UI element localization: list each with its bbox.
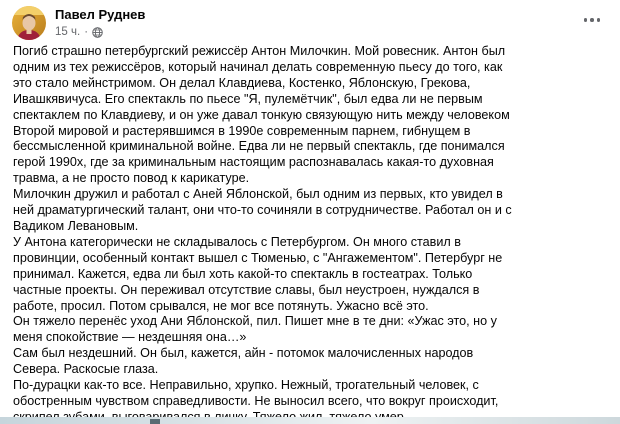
post-line: одним из тех режиссёров, который начинал делать современную пьесу до того, как (13, 59, 503, 74)
post-line: Сам был нездешний. Он был, кажется, айн - потомок малочисленных народов (13, 346, 474, 361)
post-line: Второй мировой и растерявшимся в 1990е современным парнем, гибнущем в (13, 123, 471, 138)
post-line: Севера. Раскосые глаза. (13, 362, 159, 377)
post-body (13, 44, 613, 424)
author-name[interactable]: Павел Руднев (55, 7, 146, 22)
post-line: герой 1990х, где за криминальным настоящим распознавалась какая-то духовная (13, 155, 494, 170)
post-line: Он тяжело перенёс уход Ани Яблонской, пил. Пишет мне в те дни: «Ужас это, но у (13, 314, 497, 329)
post-line: обостренным чувством справедливости. Не выносил всего, что вокруг происходит, (13, 393, 499, 408)
post-header (12, 6, 145, 40)
post-line: принимал. Кажется, едва ли был хоть какой-то спектакль в гостеатрах. Только (13, 266, 473, 281)
post-line: Милочкин дружил и работал с Аней Яблонской, был одним из первых, кто увидел в (13, 187, 503, 202)
post-line: Вадиком Левановым. (13, 218, 139, 233)
post-subline (55, 25, 145, 39)
post-timestamp[interactable]: 15 ч. (55, 26, 81, 38)
more-options-icon[interactable] (578, 12, 606, 28)
avatar-image (12, 6, 46, 40)
post-line: ней драматургический талант, они что-то сочиняли в сотрудничестве. Работал он и с (13, 203, 512, 218)
post-line: спектаклем по Клавдиеву, и он уже давал тонкую связующую нить между человеком (13, 107, 510, 122)
separator-dot: · (84, 26, 89, 38)
author-avatar[interactable] (12, 6, 46, 40)
post-meta (55, 7, 145, 39)
post-line: бессмысленной криминальной войне. Едва ли не первый спектакль, где понимался (13, 139, 505, 154)
globe-icon[interactable] (92, 27, 103, 38)
post-line: По-дурацки как-то все. Неправильно, хрупко. Нежный, трогательный человек, с (13, 378, 479, 393)
post-line: меня спокойствие — нездешняя она…» (13, 330, 247, 345)
post-line: работе, просил. Потом срывался, не мог все потянуть. Ужасно всё это. (13, 298, 429, 313)
post-line: травма, а не просто повод к карикатуре. (13, 171, 250, 186)
attached-photo-preview[interactable] (0, 417, 620, 424)
post-line: У Антона категорически не складывалось с Петербургом. Он много ставил в (13, 234, 461, 249)
photo-detail (150, 419, 160, 424)
post-line: провинции, особенный контакт вышел с Тюменью, с "Ангажементом". Петербург не (13, 250, 503, 265)
post-line: Погиб страшно петербургский режиссёр Антон Милочкин. Мой ровесник. Антон был (13, 44, 506, 58)
post-line: Ивашкявичуса. Его спектакль по пьесе "Я, пулемётчик", был едва ли не первым (13, 91, 483, 106)
post-line: это стало мейнстримом. Он делал Клавдиева, Костенко, Яблонскую, Грекова, (13, 75, 471, 90)
post-line: частные проекты. Он переживал отсутствие славы, был неустроен, нуждался в (13, 282, 480, 297)
